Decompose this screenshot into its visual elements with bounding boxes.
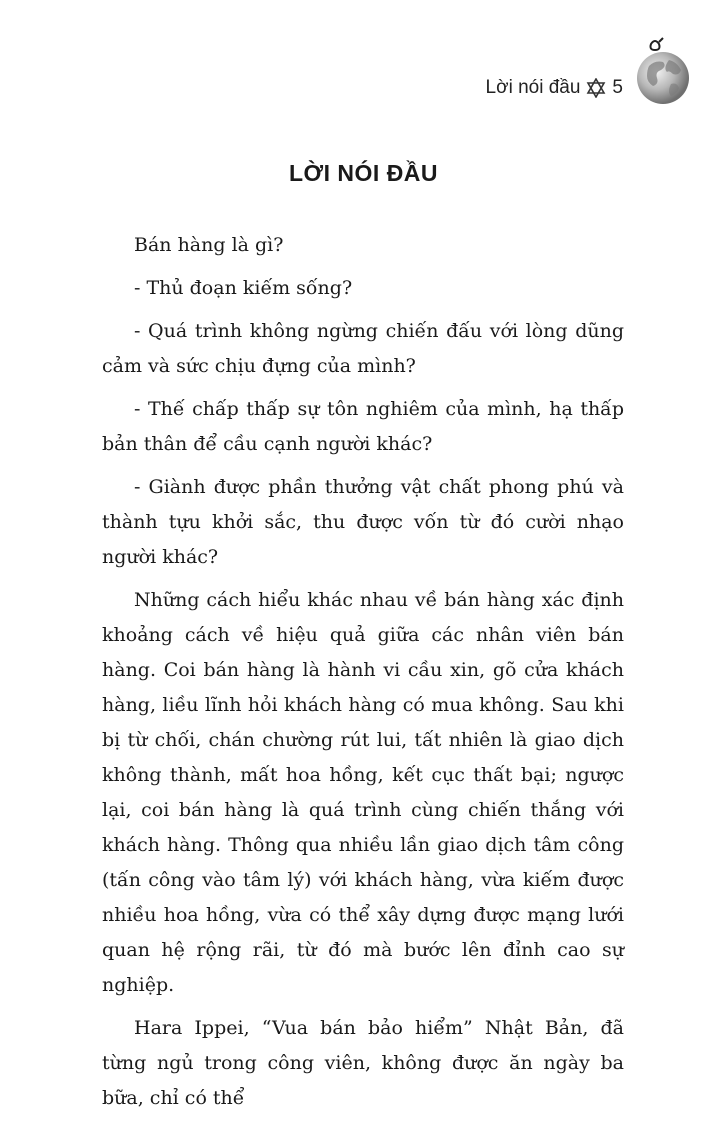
paragraph: Những cách hiểu khác nhau về bán hàng xác định khoảng cách về hiệu quả giữa các nhân viên bán hàng. Coi bán hàng là hành vi cầu xin, gõ cửa khách hàng, liều lĩnh hỏi khách hàng có mua không. Sau khi bị từ chối, chán chường rút lui, tất nhiên là giao dịch không thành, mất hoa hồng, kết cục thất bại; ngược lại, coi bán hàng là quá trình cùng chiến thắng với khách hàng. Thông qua nhiều lần giao dịch tâm công (tấn công vào tâm lý) với khách hàng, vừa kiếm được nhiều hoa hồng, vừa có thể xây dựng được mạng lưới quan hệ rộng rãi, từ đó mà bước lên đỉnh cao sự nghiệp. <box>102 589 624 996</box>
paragraph: - Thủ đoạn kiếm sống? <box>134 277 353 299</box>
star-of-david-icon <box>586 78 606 98</box>
paragraph: Bán hàng là gì? <box>134 234 284 256</box>
globe-icon <box>629 36 693 106</box>
body-text <box>102 228 624 1124</box>
running-title: Lời nói đầu <box>485 77 581 98</box>
paragraph: Hara Ippei, “Vua bán bảo hiểm” Nhật Bản, đã từng ngủ trong công viên, không được ăn ngày ba bữa, chỉ có thể <box>102 1017 624 1109</box>
page-title: LỜI NÓI ĐẦU <box>288 160 439 186</box>
paragraph: - Quá trình không ngừng chiến đấu với lòng dũng cảm và sức chịu đựng của mình? <box>102 320 624 377</box>
page-number: 5 <box>612 77 623 98</box>
paragraph: - Thế chấp thấp sự tôn nghiêm của mình, hạ thấp bản thân để cầu cạnh người khác? <box>102 398 624 455</box>
paragraph: - Giành được phần thưởng vật chất phong phú và thành tựu khởi sắc, thu được vốn từ đó cười nhạo người khác? <box>102 476 624 568</box>
running-header <box>486 70 623 106</box>
